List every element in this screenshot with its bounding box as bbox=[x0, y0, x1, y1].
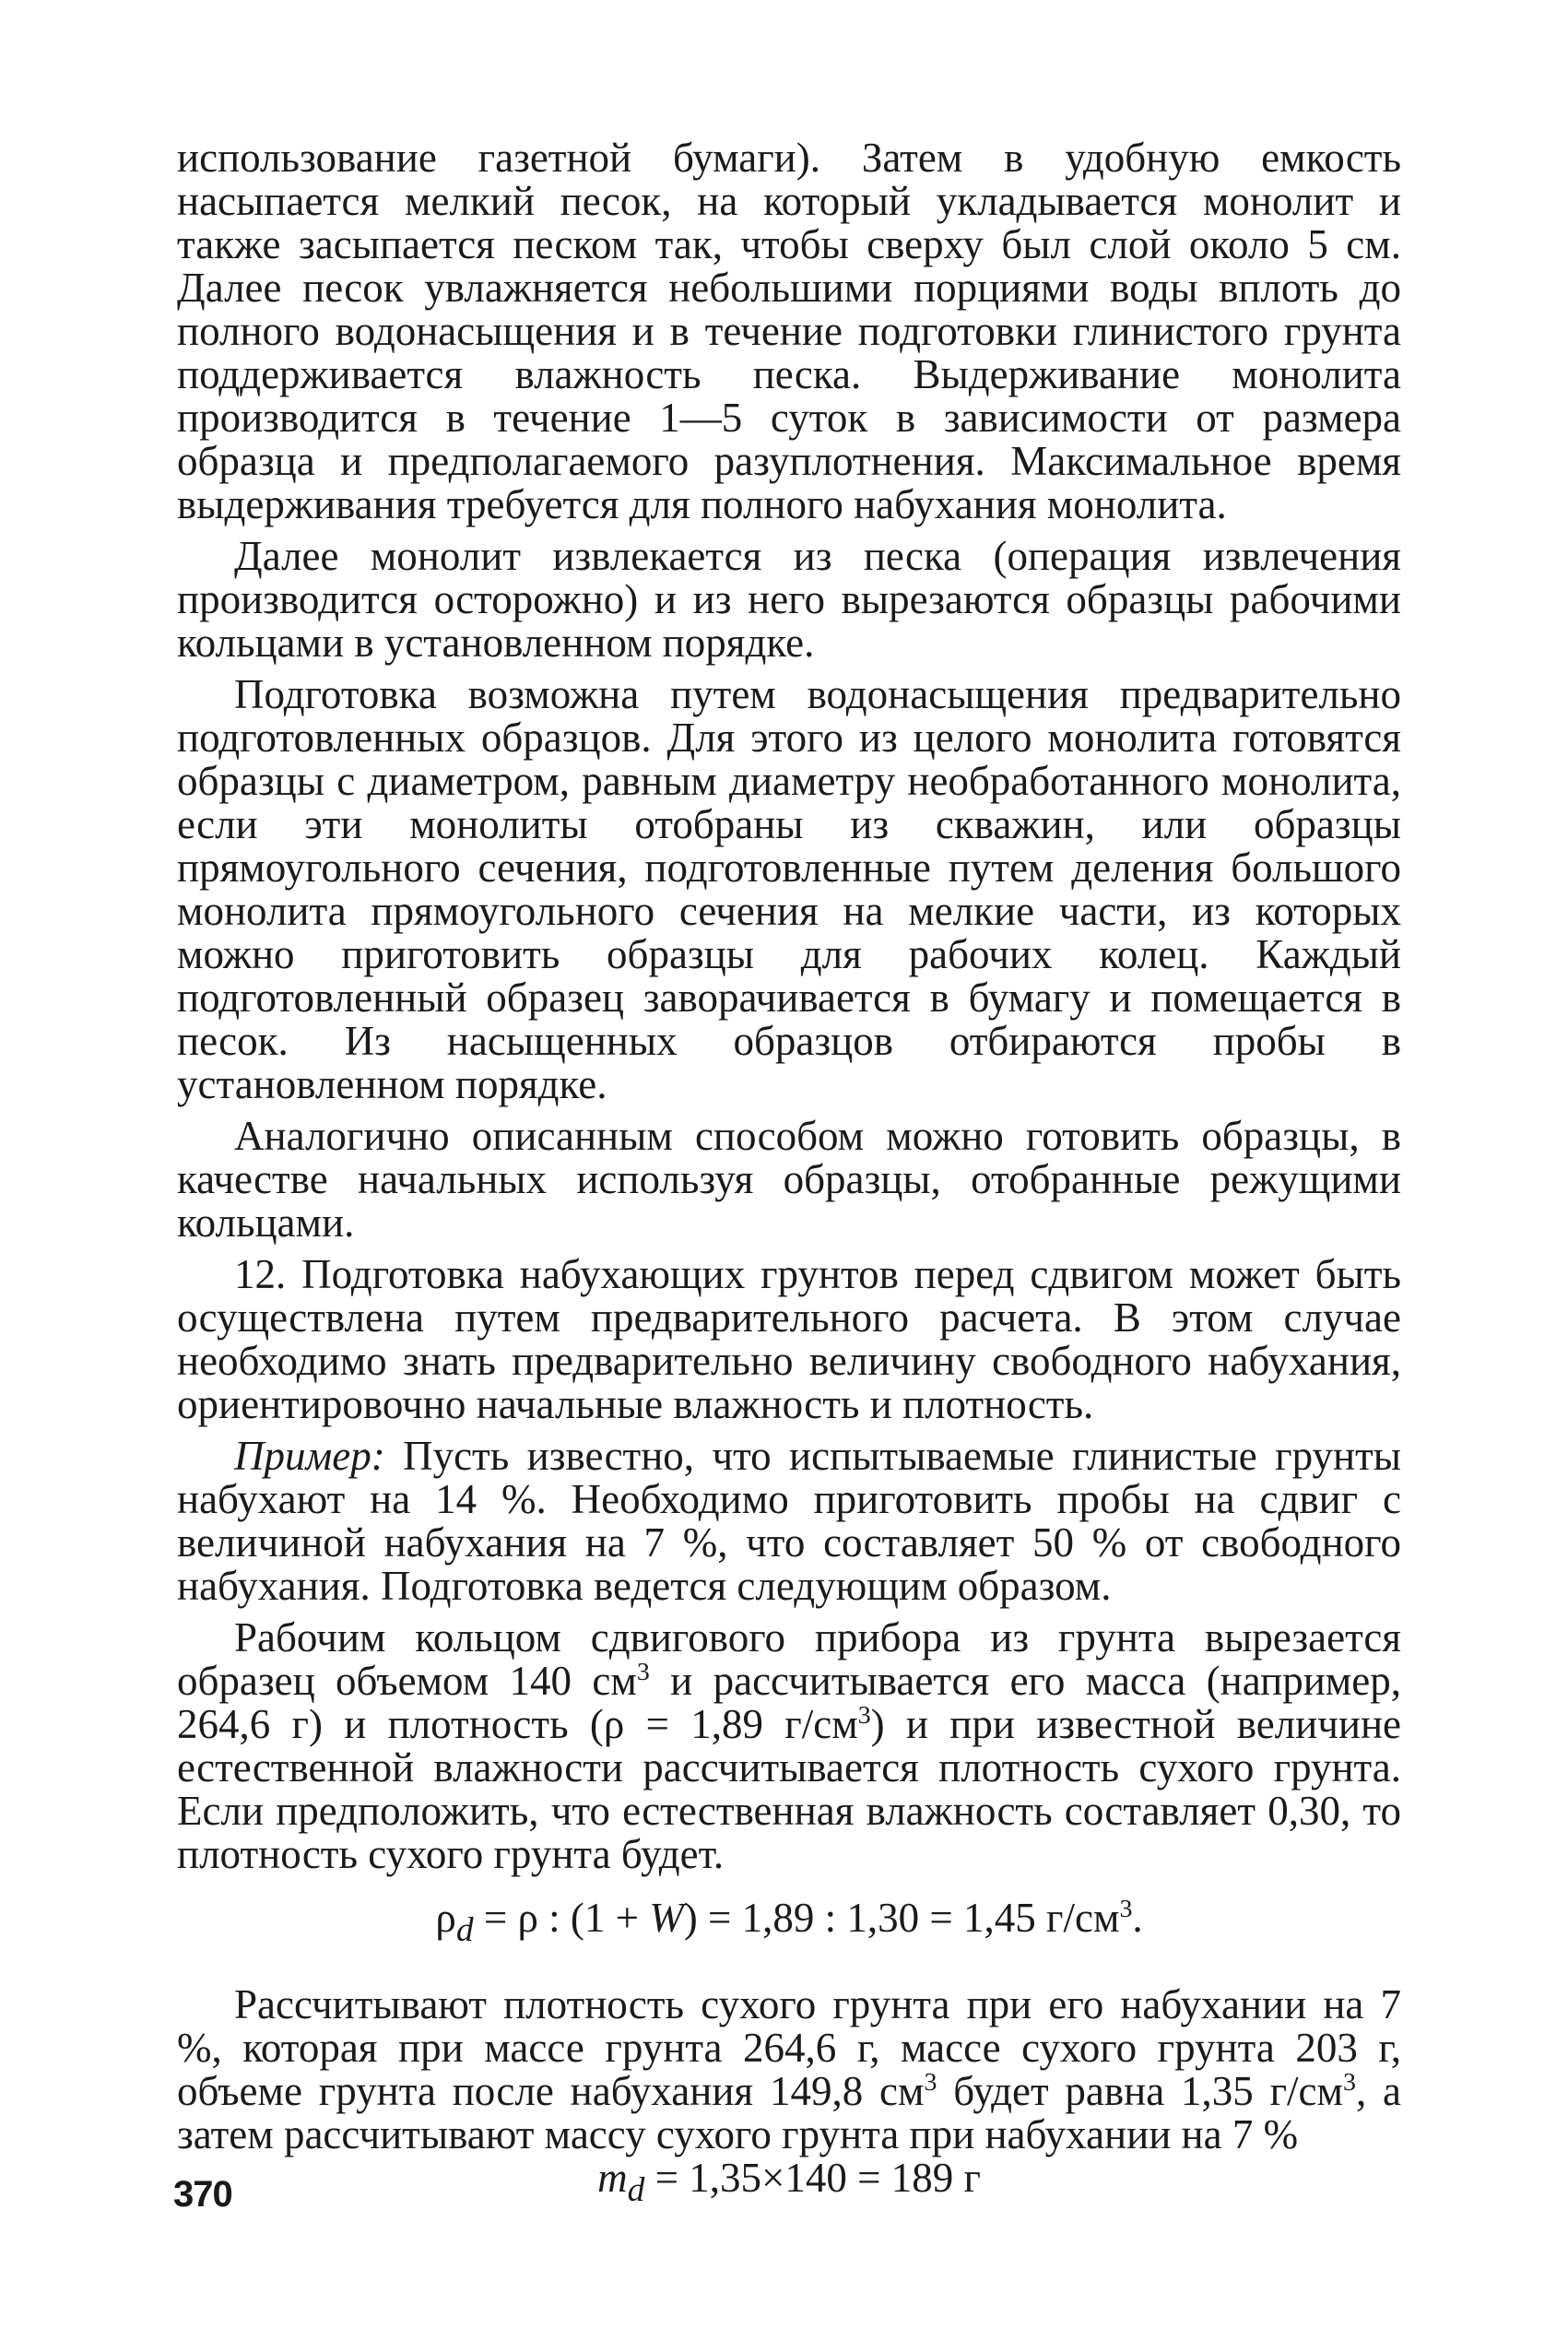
paragraph-example bbox=[177, 1435, 1401, 1608]
paragraph-water-saturation: Подготовка возможна путем водонасыщения предварительно подготовленных образцов. Для этого из целого монолита готовятся образцы с диаметром, равным диаметру необработанного монолита, если эти монолиты отобраны из скважин, или образцы прямоугольного сечения, подготовленные путем деления большого монолита прямоугольного сечения на мелкие части, из которых можно приготовить образцы для рабочих колец. Каждый подготовленный образец заворачивается в бумагу и помещается в песок. Из насыщенных образцов отбираются пробы в установленном порядке. bbox=[177, 671, 1401, 1107]
dry-sup-2: 3 bbox=[1343, 2068, 1356, 2097]
dry-text-2: будет равна 1,35 г/см bbox=[937, 2068, 1343, 2114]
ring-text-2: и рассчитывается его масса (например, 264,6 г) и плотность (ρ = 1,89 г/см bbox=[177, 1658, 1402, 1747]
formula1-w: W bbox=[649, 1895, 684, 1941]
formula1-end: . bbox=[1132, 1895, 1143, 1941]
formula1-rest: ) = 1,89 : 1,30 = 1,45 г/см bbox=[683, 1895, 1120, 1941]
dry-sup-1: 3 bbox=[924, 2068, 937, 2097]
dry-text-1: Рассчитывают плотность сухого грунта при его набухании на 7 %, которая при массе грунта 264,6 г, массе сухого грунта 203 г, объеме грунта после набухания 149,8 см bbox=[177, 1981, 1401, 2114]
page-number: 370 bbox=[173, 2174, 232, 2215]
formula2-lhs: m bbox=[597, 2155, 628, 2201]
formula1-rhs: = ρ : (1 + bbox=[473, 1895, 650, 1941]
paragraph-monolith-extraction: Далее монолит извлекается из песка (операция извлечения производится осторожно) и из него вырезаются образцы рабочими кольцами в установленном порядке. bbox=[177, 533, 1401, 666]
formula2-rhs: = 1,35×140 = 189 г bbox=[644, 2155, 981, 2201]
ring-sup-1: 3 bbox=[636, 1658, 650, 1686]
formula1-lhs: ρ bbox=[435, 1895, 456, 1941]
example-label: Пример: bbox=[234, 1433, 385, 1479]
paragraph-ring-sample bbox=[177, 1616, 1401, 1876]
paragraph-dry-mass bbox=[177, 1983, 1401, 2157]
formula-dry-mass bbox=[177, 2157, 1401, 2212]
page-body bbox=[177, 136, 1401, 2212]
ring-sup-2: 3 bbox=[857, 1701, 871, 1730]
paragraph-cutting-rings: Аналогично описанным способом можно готовить образцы, в качестве начальных используя образцы, отобранные режущими кольцами. bbox=[177, 1113, 1401, 1246]
ring-text-3: ) и при известной величине естественной влажности рассчитывается плотность сухого грунта. Если предположить, что естественная влажность составляет 0,30, то плотность сухого грунта будет. bbox=[177, 1701, 1401, 1877]
dry-text-3: , а затем рассчитывают массу сухого грунта при набухании на 7 % bbox=[177, 2068, 1401, 2157]
paragraph-monolith-storage: использование газетной бумаги). Затем в удобную емкость насыпается мелкий песок, на который укладывается монолит и также засыпается песком так, чтобы сверху был слой около 5 см. Далее песок увлажняется небольшими порциями воды вплоть до полного водонасыщения и в течение подготовки глинистого грунта поддерживается влажность песка. Выдерживание монолита производится в течение 1—5 суток в зависимости от размера образца и предполагаемого разуплотнения. Максимальное время выдерживания требуется для полного набухания монолита. bbox=[177, 135, 1401, 527]
ring-text-1: Рабочим кольцом сдвигового прибора из грунта вырезается образец объемом 140 см bbox=[177, 1614, 1401, 1704]
example-text: Пусть известно, что испытываемые глинистые грунты набухают на 14 %. Необходимо приготовить пробы на сдвиг с величиной набухания на 7 %, что составляет 50 % от свободного набухания. Подготовка ведется следующим образом. bbox=[177, 1433, 1401, 1609]
formula-dry-density bbox=[177, 1897, 1401, 1952]
formula1-lhs-sub: d bbox=[455, 1911, 474, 1949]
formula2-lhs-sub: d bbox=[627, 2171, 645, 2209]
paragraph-section-12: 12. Подготовка набухающих грунтов перед сдвигом может быть осуществлена путем предварительного расчета. В этом случае необходимо знать предварительно величину свободного набухания, ориентировочно начальные влажность и плотность. bbox=[177, 1251, 1401, 1427]
formula1-sup: 3 bbox=[1119, 1895, 1133, 1923]
